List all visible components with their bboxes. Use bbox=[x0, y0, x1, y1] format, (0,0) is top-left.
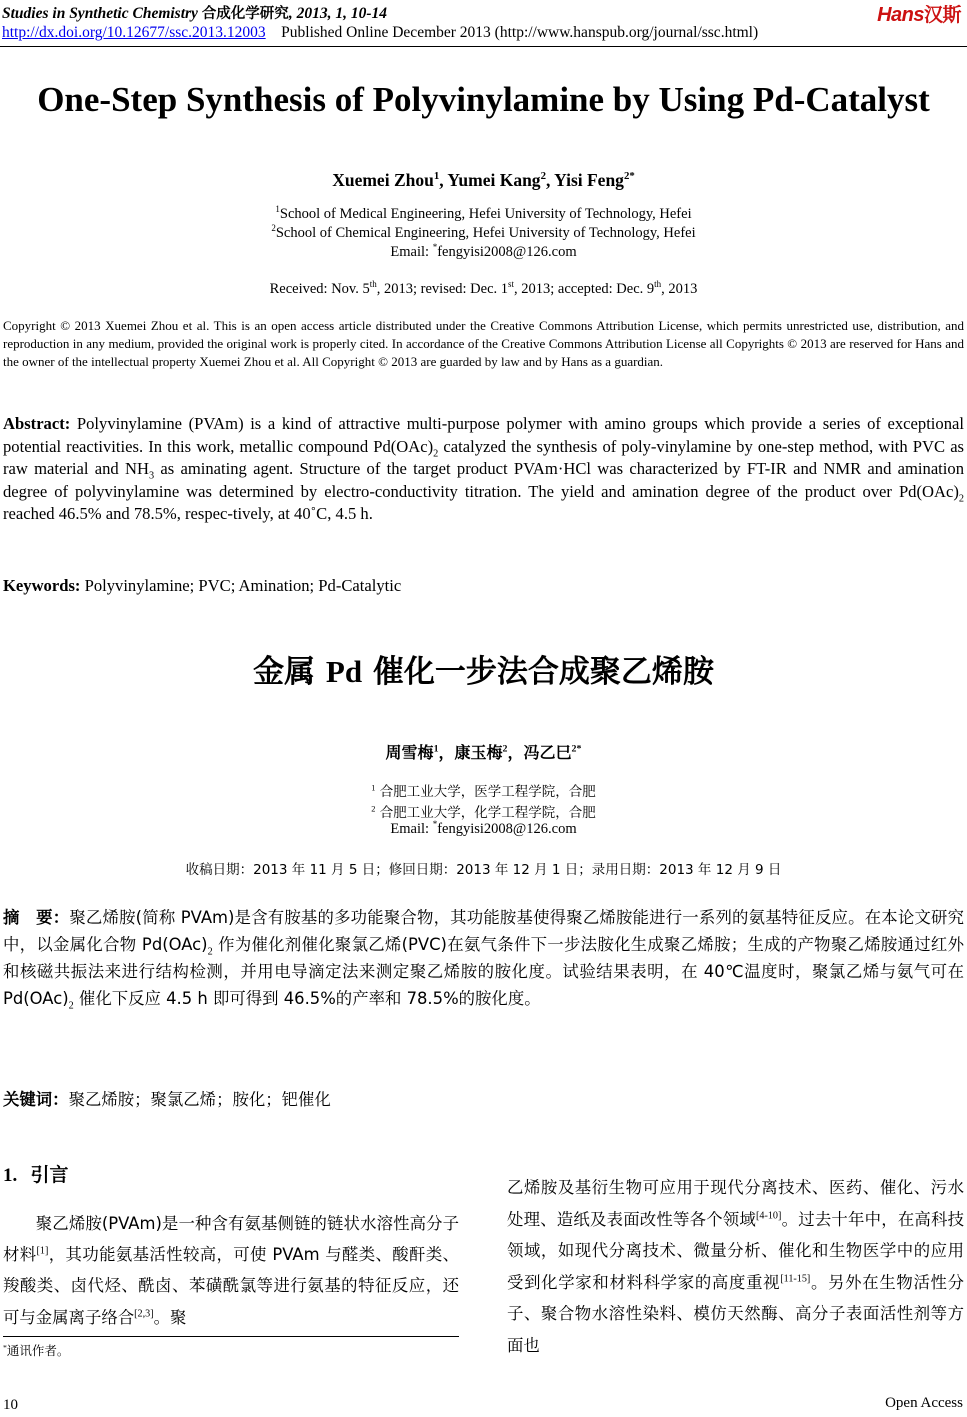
affiliation-number: 2 bbox=[271, 223, 276, 234]
keywords-text: Polyvinylamine; PVC; Amination; Pd-Catalytic bbox=[80, 576, 402, 595]
journal-header bbox=[2, 2, 387, 23]
author-separator: ， bbox=[438, 743, 455, 762]
affiliation-line-zh bbox=[0, 780, 967, 800]
subscript: 2 bbox=[207, 946, 213, 958]
ordinal-suffix: th bbox=[654, 279, 662, 290]
abstract-text-zh: 催化下反应 4.5 h 即可得到 46.5%的产率和 78.5%的胺化度。 bbox=[73, 989, 541, 1008]
body-text: 乙烯胺及基衍生物可应用于现代分离技术、医药、催化、污水处理、造纸及表面改性等各个领域 bbox=[507, 1178, 964, 1229]
page-number: 10 bbox=[3, 1397, 18, 1413]
logo-latin: Hans bbox=[877, 4, 924, 26]
abstract-label: Abstract: bbox=[3, 414, 71, 433]
logo-zh: 汉斯 bbox=[923, 4, 961, 26]
keywords-zh bbox=[3, 1086, 331, 1110]
body-text: 。过去十年中，在高科技领域，如现代分离技术、微量分析、催化和生物医学中的应用受到化学家和材料科学家的高度重视 bbox=[507, 1209, 965, 1292]
abstract-text: catalyzed the synthesis of poly-vinylamine by one-step method, with PVC as raw material and NH bbox=[3, 436, 965, 479]
subscript: 2 bbox=[958, 493, 964, 505]
citation[interactable]: [11-15] bbox=[780, 1273, 811, 1285]
keywords-en bbox=[3, 576, 401, 596]
author-list-zh bbox=[0, 740, 967, 763]
body-text: 。另外在生物活性分子、聚合物水溶性染料、模仿天然酶、高分子表面活性剂等方面也 bbox=[507, 1272, 965, 1355]
author-name: Xuemei Zhou bbox=[332, 170, 434, 190]
email-line-zh bbox=[0, 821, 967, 838]
title-zh-part: Pd bbox=[325, 654, 363, 689]
copyright-notice: Copyright © 2013 Xuemei Zhou et al. This is an open access article distributed under the Creative Commons Attribution License, which permits unrestricted use, distribution, and reproduction in any medium, provided the original work is properly cited. In accordance of the Creative Commons Attribution License all Copyrights © 2013 are reserved for Hans and the owner of the intellectual property Xuemei Zhou et al. All Copyright © 2013 are guarded by law and by Hans as a guardian. bbox=[3, 318, 964, 370]
footnote-divider bbox=[3, 1336, 459, 1337]
corresponding-mark: * bbox=[432, 242, 438, 253]
footnote bbox=[3, 1341, 69, 1359]
ordinal-suffix: th bbox=[369, 279, 377, 290]
author-separator: , bbox=[439, 170, 448, 190]
keywords-label-zh: 关键词： bbox=[3, 1090, 69, 1109]
body-column-right bbox=[507, 1172, 964, 1362]
affiliation-text-zh: 合肥工业大学，医学工程学院，合肥 bbox=[379, 784, 596, 800]
citation[interactable]: [1] bbox=[36, 1245, 49, 1257]
date-year: , 2013 bbox=[661, 281, 698, 297]
received-date: Received: Nov. 5 bbox=[269, 281, 370, 297]
paper-title: One-Step Synthesis of Polyvinylamine by Using Pd-Catalyst bbox=[37, 80, 930, 119]
author-affiliation-mark: 1 bbox=[433, 743, 439, 755]
affiliation-number: 2 bbox=[371, 804, 376, 814]
citation[interactable]: [4-10] bbox=[756, 1210, 782, 1222]
doi-link[interactable]: http://dx.doi.org/10.12677/ssc.2013.12003 bbox=[2, 24, 266, 41]
keywords-text-zh: 聚乙烯胺；聚氯乙烯；胺化；钯催化 bbox=[68, 1090, 331, 1109]
abstract-text: Polyvinylamine (PVAm) is a kind of attractive multi-purpose polymer with amino groups which provide a series of exceptional potential reactivities. In this work, metallic compound Pd(OAc) bbox=[3, 414, 964, 456]
citation[interactable]: [2,3] bbox=[134, 1308, 154, 1320]
abstract-text: as aminating agent. Structure of the target product PVAm·HCl was characterized by FT-IR and NMR and amination degree of polyvinylamine was determined by electro-conductivity titration. The yield and amination degree of the product over Pd(OAc) bbox=[3, 459, 964, 501]
header-divider bbox=[0, 46, 967, 47]
abstract-en bbox=[3, 413, 964, 526]
email-address[interactable]: fengyisi2008@126.com bbox=[437, 821, 577, 837]
footnote-text: 通讯作者。 bbox=[6, 1343, 70, 1358]
abstract-text: reached 46.5% and 78.5%, respec-tively, at 40˚C, 4.5 h. bbox=[3, 504, 373, 524]
affiliation-text: School of Chemical Engineering, Hefei University of Technology, Hefei bbox=[275, 225, 696, 241]
dates-line bbox=[0, 281, 967, 298]
journal-name-zh: 合成化学研究 bbox=[201, 6, 289, 22]
author-name-zh: 冯乙巳 bbox=[523, 743, 572, 762]
body-text: 。聚 bbox=[153, 1307, 187, 1327]
title-zh-part: 金属 bbox=[253, 654, 326, 690]
email-label: Email: bbox=[390, 821, 433, 837]
journal-name: Studies in Synthetic Chemistry bbox=[2, 5, 198, 22]
subscript: 2 bbox=[68, 1000, 74, 1012]
body-column-left bbox=[3, 1208, 459, 1333]
author-name: Yumei Kang bbox=[447, 170, 541, 190]
section-number: 1. bbox=[3, 1165, 18, 1186]
email-label: Email: bbox=[390, 244, 433, 260]
abstract-label-zh: 摘 要： bbox=[3, 908, 70, 927]
published-online: Published Online December 2013 (http://www.hanspub.org/journal/ssc.html) bbox=[281, 24, 759, 41]
body-text: 聚乙烯胺(PVAm)是一种含有氨基侧链的链状水溶性高分子材料 bbox=[3, 1214, 459, 1265]
open-access-label: Open Access bbox=[885, 1395, 963, 1411]
abstract-text-zh: 聚乙烯胺(简称 PVAm)是含有胺基的多功能聚合物，其功能胺基使得聚乙烯胺能进行一系列的氨基特征反应。在本论文研究中，以金属化合物 Pd(OAc) bbox=[3, 908, 964, 954]
affiliation-line bbox=[0, 225, 967, 242]
subscript: 3 bbox=[148, 470, 155, 482]
author-affiliation-mark: 1 bbox=[433, 170, 440, 183]
affiliation-line-zh bbox=[0, 801, 967, 821]
email-line bbox=[0, 244, 967, 261]
publisher-logo bbox=[877, 0, 961, 27]
abstract-text-zh: 作为催化剂催化聚氯乙烯(PVC)在氨气条件下一步法胺化生成聚乙烯胺；生成的产物聚乙烯胺通过红外和核磁共振法来进行结构检测，并用电导滴定法来测定聚乙烯胺的胺化度。试验结果表明，在 40℃温度时，聚氯乙烯与氨气可在 Pd(OAc) bbox=[3, 935, 964, 1008]
email-address[interactable]: fengyisi2008@126.com bbox=[437, 244, 577, 260]
author-affiliation-mark: 2 bbox=[540, 170, 546, 183]
section-heading bbox=[3, 1160, 69, 1187]
revised-date: , 2013; revised: Dec. 1 bbox=[376, 281, 509, 297]
author-affiliation-mark: 2* bbox=[571, 743, 582, 755]
affiliation-line bbox=[0, 206, 967, 223]
affiliation-text: School of Medical Engineering, Hefei University of Technology, Hefei bbox=[279, 206, 692, 222]
paper-title-zh bbox=[0, 646, 967, 691]
affiliation-number: 1 bbox=[275, 204, 280, 215]
author-list bbox=[0, 170, 967, 191]
volume-info: , 2013, 1, 10-14 bbox=[288, 5, 387, 22]
body-text: ，其功能氨基活性较高，可使 PVAm 与醛类、酸酐类、羧酸类、卤代烃、酰卤、苯磺酰氯等进行氨基的特征反应，还可与金属离子络合 bbox=[3, 1245, 459, 1327]
keywords-label: Keywords: bbox=[3, 576, 81, 595]
author-affiliation-mark: 2 bbox=[502, 743, 508, 755]
author-separator: ， bbox=[507, 743, 524, 762]
author-name: Yisi Feng bbox=[554, 170, 624, 190]
ordinal-suffix: st bbox=[508, 279, 515, 290]
body-paragraph bbox=[3, 1208, 459, 1333]
footnote-mark: * bbox=[3, 1342, 7, 1352]
abstract-zh bbox=[3, 904, 964, 1012]
dates-line-zh: 收稿日期：2013 年 11 月 5 日；修回日期：2013 年 12 月 1 日；录用日期：2013 年 12 月 9 日 bbox=[185, 862, 782, 878]
section-title: 引言 bbox=[30, 1164, 69, 1186]
author-affiliation-mark: 2* bbox=[623, 170, 635, 183]
subscript: 2 bbox=[433, 447, 439, 459]
author-separator: , bbox=[545, 170, 555, 190]
affiliation-text-zh: 合肥工业大学，化学工程学院，合肥 bbox=[379, 805, 596, 821]
doi-line bbox=[2, 24, 758, 42]
affiliation-number: 1 bbox=[371, 783, 376, 793]
body-paragraph bbox=[507, 1172, 964, 1362]
author-name-zh: 周雪梅 bbox=[385, 743, 434, 762]
title-zh-part: 催化一步法合成聚乙烯胺 bbox=[362, 654, 714, 690]
accepted-date: , 2013; accepted: Dec. 9 bbox=[514, 281, 655, 297]
author-name-zh: 康玉梅 bbox=[454, 743, 503, 762]
corresponding-mark: * bbox=[432, 819, 438, 830]
